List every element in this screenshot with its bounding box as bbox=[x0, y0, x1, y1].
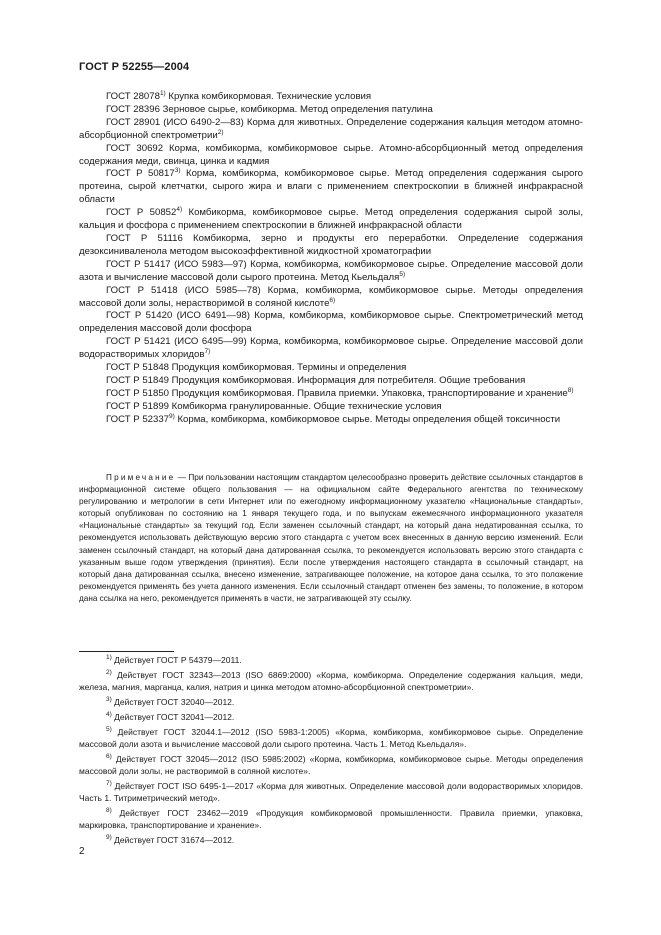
reference-code: ГОСТ Р 51849 bbox=[106, 374, 169, 386]
reference-title: Корма, комбикорма, комбикормовое сырье. Методы определения общей токсичности bbox=[174, 413, 561, 425]
reference-item bbox=[79, 91, 583, 104]
reference-code: ГОСТ 28396 bbox=[106, 103, 160, 115]
reference-title: Корма, комбикорма, комбикормовое сырье. Методы определения массовой доли золы, нерастворимой в соляной кислоте bbox=[79, 284, 583, 309]
footnote-mark: 2) bbox=[106, 669, 112, 676]
reference-item bbox=[79, 168, 583, 207]
reference-title: Корма, комбикорма, комбикормовое сырье. Определение массовой доли азота и вычисление массовой доли сырого протеина. Метод Кьельдаля bbox=[79, 258, 583, 283]
footnote-text: Действует ГОСТ 32343—2013 (ISO 6869:2000) «Корма, комбикорма. Определение содержания кальция, меди, железа, магния, марганца, калия, натрия и цинка методом атомно-абсорбционной спектрометрии». bbox=[79, 670, 583, 692]
reference-code: ГОСТ 28901 (ИСО 6490-2—83) bbox=[106, 116, 244, 128]
reference-code: ГОСТ Р 52337 bbox=[106, 413, 169, 425]
normative-references-list bbox=[79, 91, 583, 427]
page-number: 2 bbox=[79, 846, 85, 857]
footnote-item bbox=[79, 834, 583, 846]
footnotes-list bbox=[79, 654, 583, 849]
reference-code: ГОСТ 30692 bbox=[106, 142, 164, 154]
reference-code: ГОСТ Р 51420 (ИСО 6491—98) bbox=[106, 310, 250, 322]
footnote-mark: 8) bbox=[106, 807, 112, 814]
document-header: ГОСТ Р 52255—2004 bbox=[79, 61, 190, 73]
reference-title: Корма, комбикорма, комбикормовое сырье. Спектрометрический метод определения массовой доли фосфора bbox=[79, 310, 583, 335]
footnote-item bbox=[79, 726, 583, 750]
footnote-marker: 6) bbox=[329, 296, 336, 304]
reference-code: ГОСТ Р 51116 bbox=[106, 232, 183, 244]
reference-item bbox=[79, 362, 583, 375]
footnote-mark: 4) bbox=[106, 711, 112, 718]
footnote-marker: 5) bbox=[399, 270, 406, 278]
reference-item bbox=[79, 207, 583, 233]
footnote-mark: 3) bbox=[106, 696, 112, 703]
reference-title: Корма, комбикорма, комбикормовое сырье. Определение массовой доли водорастворимых хлоридов bbox=[79, 336, 583, 361]
reference-item bbox=[79, 233, 583, 259]
reference-code: ГОСТ 28078 bbox=[106, 91, 160, 102]
note-text: При пользовании настоящим стандартом целесообразно проверить действие ссылочных стандартов в информационной системе общего пользования — на официальном сайте Федерального агентства по техническому регулированию и метрологии в сети Интернет или по ежегодному информационному указателю «Национальные стандарты», который опубликован по состоянию на 1 января текущего года, и по выпускам ежемесячного информационного указателя «Национальные стандарты» за текущий год. Если заменен ссылочный стандарт, на который дана недатированная ссылка, то рекомендуется использовать действующую версию этого стандарта с учетом всех внесенных в данную версию изменений. Если заменен ссылочный стандарт, на который дана датированная ссылка, то рекомендуется использовать версию этого стандарта с указанным выше годом утверждения (принятия). Если после утверждения настоящего стандарта в ссылочный стандарт, на который дана датированная ссылка, внесено изменение, затрагивающее положение, на которое дана ссылка, то это положение рекомендуется применять без учета данного изменения. Если ссылочный стандарт отменен без замены, то положение, в котором дана ссылка на него, рекомендуется применять в части, не затрагивающей эту ссылку. bbox=[79, 473, 583, 603]
footnote-marker: 7) bbox=[204, 348, 211, 356]
reference-item bbox=[79, 414, 583, 427]
footnote-marker: 2) bbox=[217, 128, 224, 136]
reference-title: Комбикорма гранулированные. Общие технические условия bbox=[169, 400, 442, 412]
reference-title: Продукция комбикормовая. Термины и определения bbox=[169, 362, 407, 374]
reference-code: ГОСТ Р 51850 bbox=[106, 387, 169, 399]
reference-code: ГОСТ Р 50817 bbox=[106, 168, 175, 180]
footnote-text: Действует ГОСТ Р 54379—2011. bbox=[111, 655, 242, 665]
footnote-text: Действует ГОСТ ISO 6495-1—2017 «Корма для животных. Определение массовой доли водорастворимых хлоридов. Часть 1. Титриметрический метод». bbox=[79, 781, 583, 803]
reference-code: ГОСТ Р 51418 (ИСО 5985—78) bbox=[106, 284, 261, 296]
footnote-text: Действует ГОСТ 32040—2012. bbox=[111, 697, 235, 707]
note-dash: — bbox=[175, 473, 189, 482]
footnote-mark: 1) bbox=[106, 654, 112, 661]
note-label: Примечание bbox=[106, 473, 176, 482]
reference-item bbox=[79, 310, 583, 336]
reference-code: ГОСТ Р 51421 (ИСО 6495—99) bbox=[106, 336, 247, 348]
reference-item bbox=[79, 117, 583, 143]
reference-item bbox=[79, 336, 583, 362]
reference-title: Продукция комбикормовая. Правила приемки. Упаковка, транспортирование и хранение bbox=[169, 387, 568, 399]
note-paragraph bbox=[79, 472, 583, 605]
footnote-marker: 9) bbox=[169, 412, 175, 420]
footnote-item bbox=[79, 753, 583, 777]
footnote-item bbox=[79, 780, 583, 804]
reference-item bbox=[79, 259, 583, 285]
reference-item bbox=[79, 375, 583, 388]
reference-title: Продукция комбикормовая. Информация для потребителя. Общие требования bbox=[169, 374, 526, 386]
reference-title: Зерновое сырье, комбикорма. Метод определения патулина bbox=[159, 103, 433, 115]
footnote-mark: 7) bbox=[106, 780, 112, 787]
reference-item bbox=[79, 143, 583, 169]
reference-title: Комбикорма, зерно и продукты его переработки. Определение содержания дезоксиниваленола методом высокоэффективной жидкостной хроматографии bbox=[79, 232, 583, 257]
footnote-text: Действует ГОСТ 31674—2012. bbox=[111, 835, 235, 845]
footnote-text: Действует ГОСТ 32045—2012 (ISO 5985:2002) «Корма, комбикорма, комбикормовое сырье. Методы определения массовой доли золы, не растворимой в соляной кислоте». bbox=[79, 754, 583, 776]
reference-item bbox=[79, 104, 583, 117]
reference-item bbox=[79, 401, 583, 414]
footnote-marker: 8) bbox=[567, 386, 574, 394]
footnote-text: Действует ГОСТ 23462—2019 «Продукция комбикормовой промышленности. Правила приемки, упаковка, маркировка, транспортирование и хранение». bbox=[79, 808, 583, 830]
footnote-mark: 5) bbox=[106, 726, 112, 733]
footnote-text: Действует ГОСТ 32044.1—2012 (ISO 5983-1:2005) «Корма, комбикорма, комбикормовое сырье. Определение массовой доли азота и вычисление массовой доли сырого протеина. Часть 1. Метод Кьельдаля». bbox=[79, 727, 583, 749]
footnote-item bbox=[79, 696, 583, 708]
footnote-item bbox=[79, 807, 583, 831]
footnote-text: Действует ГОСТ 32041—2012. bbox=[111, 712, 235, 722]
footnote-marker: 1) bbox=[159, 90, 166, 97]
reference-code: ГОСТ Р 50852 bbox=[106, 207, 177, 219]
reference-code: ГОСТ Р 51899 bbox=[106, 400, 169, 412]
reference-title: Корма, комбикорма, комбикормовое сырье. Метод определения содержания сырого протеина, сырой клетчатки, сырого жира и влаги с применением спектроскопии в ближней инфракрасной области bbox=[79, 168, 583, 206]
footnote-divider bbox=[79, 651, 174, 652]
footnote-item bbox=[79, 711, 583, 723]
reference-code: ГОСТ Р 51417 (ИСО 5983—97) bbox=[106, 258, 247, 270]
reference-code: ГОСТ Р 51848 bbox=[106, 362, 169, 374]
footnote-item bbox=[79, 669, 583, 693]
reference-title: Корма, комбикорма, комбикормовое сырье. Атомно-абсорбционный метод определения содержания меди, свинца, цинка и кадмия bbox=[79, 142, 583, 167]
footnote-item bbox=[79, 654, 583, 666]
reference-item bbox=[79, 388, 583, 401]
reference-item bbox=[79, 285, 583, 311]
reference-title: Комбикорма, комбикормовое сырье. Метод определения содержания сырой золы, кальция и фосфора с применением спектроскопии в ближней инфракрасной области bbox=[79, 207, 583, 232]
reference-title: Корма для животных. Определение содержания кальция методом атомно-абсорбционной спектрометрии bbox=[79, 116, 583, 141]
footnote-mark: 9) bbox=[106, 834, 112, 841]
footnote-marker: 3) bbox=[174, 167, 181, 175]
footnote-marker: 4) bbox=[176, 206, 183, 214]
reference-title: Крупка комбикормовая. Технические условия bbox=[165, 91, 372, 102]
footnote-mark: 6) bbox=[106, 753, 112, 760]
